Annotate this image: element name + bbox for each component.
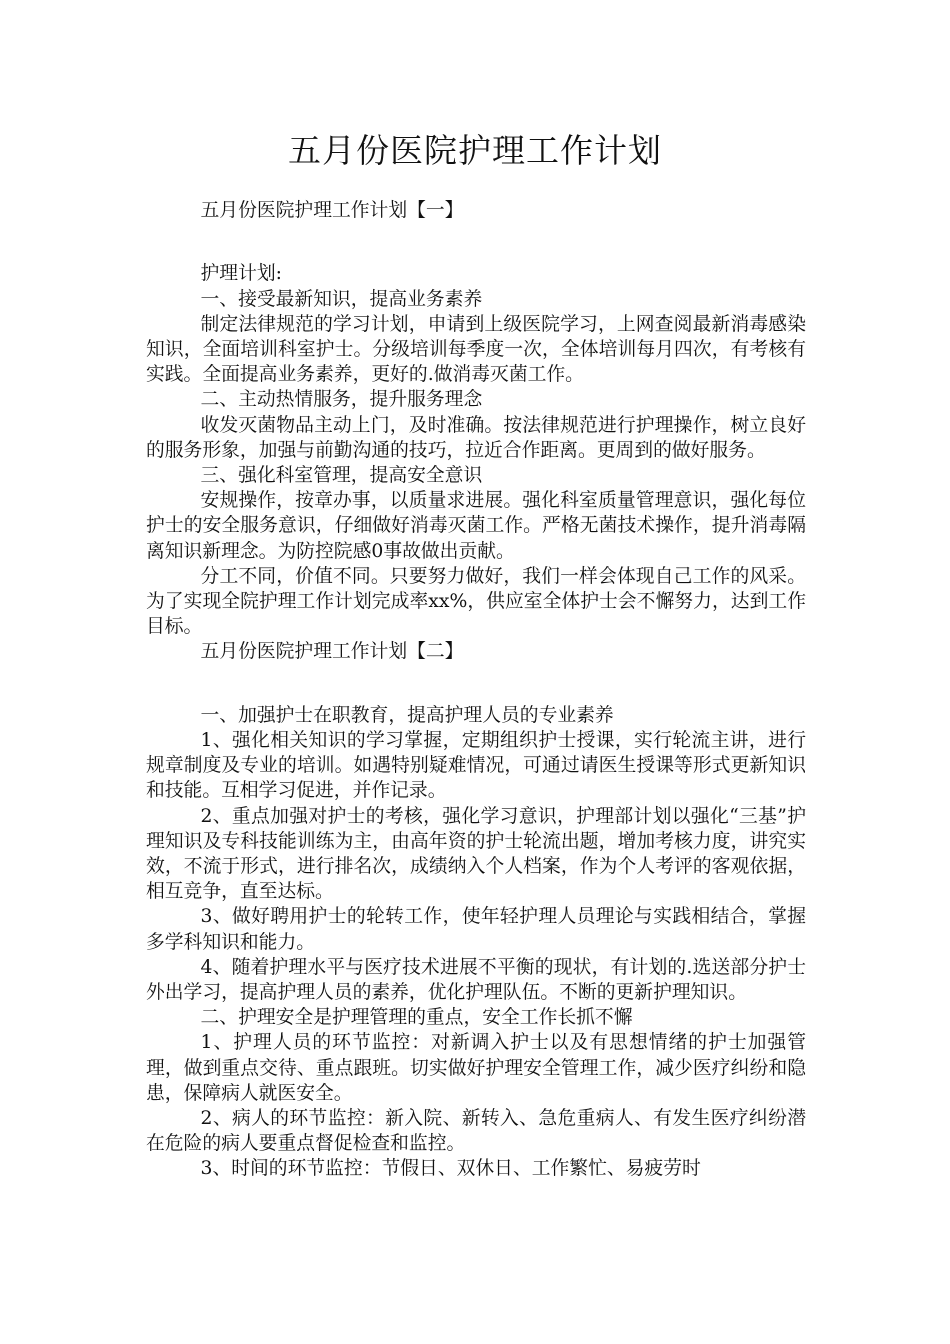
paragraph: 收发灭菌物品主动上门，及时准确。按法律规范进行护理操作，树立良好的服务形象，加强与前勤沟通的技巧，拉近合作距离。更周到的做好服务。 xyxy=(146,414,806,461)
paragraph: 制定法律规范的学习计划，申请到上级医院学习，上网查阅最新消毒感染知识，全面培训科室护士。分级培训每季度一次，全体培训每月四次，有考核有实践。全面提高业务素养，更好的.做消毒灭菌工作。 xyxy=(146,313,806,386)
subheading: 一、加强护士在职教育，提高护理人员的专业素养 xyxy=(200,704,614,726)
paragraph: 1、强化相关知识的学习掌握，定期组织护士授课，实行轮流主讲，进行规章制度及专业的培训。如遇特别疑难情况，可通过请医生授课等形式更新知识和技能。互相学习促进，并作记录。 xyxy=(146,730,806,802)
paragraph: 2、病人的环节监控：新入院、新转入、急危重病人、有发生医疗纠纷潜在危险的病人要重点督促检查和监控。 xyxy=(146,1108,806,1155)
paragraph: 安规操作，按章办事，以质量求进展。强化科室质量管理意识，强化每位护士的安全服务意识，仔细做好消毒灭菌工作。严格无菌技术操作，提升消毒隔离知识新理念。为防控院感0事故做出贡献。 xyxy=(146,490,806,562)
subheading: 二、主动热情服务，提升服务理念 xyxy=(200,389,483,411)
document-body xyxy=(146,198,806,1182)
blank-line xyxy=(146,248,806,261)
blank-line xyxy=(146,690,806,703)
paragraph: 分工不同，价值不同。只要努力做好，我们一样会体现自己工作的风采。为了实现全院护理工作计划完成率xx%，供应室全体护士会不懈努力，达到工作目标。 xyxy=(146,565,806,638)
section-heading-1: 五月份医院护理工作计划【一】 xyxy=(200,200,464,221)
paragraph: 2、重点加强对护士的考核，强化学习意识，护理部计划以强化“三基”护理知识及专科技能训练为主，由高年资的护士轮流出题，增加考核力度，讲究实效，不流于形式，进行排名次，成绩纳入个人档案，作为个人考评的客观依据，相互竞争，直至达标。 xyxy=(146,805,806,903)
section-heading-2: 五月份医院护理工作计划【二】 xyxy=(200,641,464,663)
paragraph: 1、护理人员的环节监控：对新调入护士以及有思想情绪的护士加强管理，做到重点交待、重点跟班。切实做好护理安全管理工作，减少医疗纠纷和隐患，保障病人就医安全。 xyxy=(146,1032,806,1104)
blank-line xyxy=(146,665,806,690)
paragraph: 3、时间的环节监控：节假日、双休日、工作繁忙、易疲劳时 xyxy=(200,1158,701,1180)
subheading: 一、接受最新知识，提高业务素养 xyxy=(200,288,483,310)
paragraph-label: 护理计划: xyxy=(200,263,282,285)
document-title: 五月份医院护理工作计划 xyxy=(288,131,662,170)
blank-line xyxy=(146,223,806,248)
paragraph: 3、做好聘用护士的轮转工作，使年轻护理人员理论与实践相结合，掌握多学科知识和能力。 xyxy=(146,906,806,953)
paragraph: 4、随着护理水平与医疗技术进展不平衡的现状，有计划的.选送部分护士外出学习，提高护理人员的素养，优化护理队伍。不断的更新护理知识。 xyxy=(146,956,806,1004)
subheading: 二、护理安全是护理管理的重点，安全工作长抓不懈 xyxy=(200,1007,633,1029)
subheading: 三、强化科室管理，提高安全意识 xyxy=(200,465,483,487)
